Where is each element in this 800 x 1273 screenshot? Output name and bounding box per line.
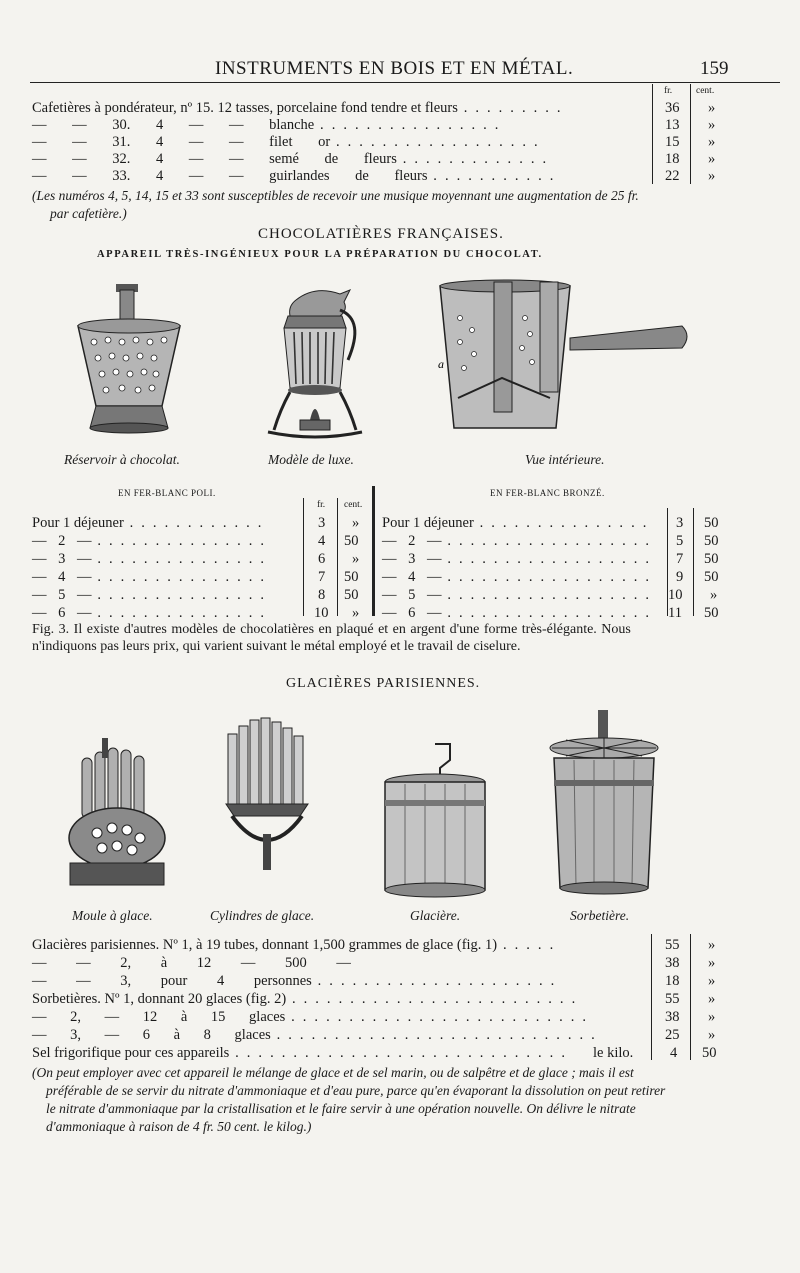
ice-mold-illustration	[62, 738, 172, 898]
price-fr: 13	[665, 117, 680, 133]
row-label: — — 32. 4 — — semé de fleurs	[32, 151, 397, 167]
price-fr: 3	[318, 515, 326, 531]
table-row: — 2 — . . . . . . . . . . . . . . .	[32, 533, 267, 549]
left-col-fr: fr.	[317, 500, 326, 510]
price-fr: 15	[665, 134, 680, 150]
row-label: — 6 —	[32, 605, 92, 621]
price-cent: »	[708, 1009, 716, 1025]
table-row: Sorbetières. Nº 1, donnant 20 glaces (fig. 2) . . . . . . . . . . . . . . . . . . . . . . . . .	[32, 991, 578, 1007]
ice-cylinders-illustration	[222, 714, 312, 884]
caption-ice-cylinders: Cylindres de glace.	[210, 908, 315, 923]
table-row: — 2, — 12 à 15 glaces . . . . . . . . . . . . . . . . . . . . . . . . . .	[32, 1009, 589, 1025]
right-table-title: EN FER-BLANC BRONZÉ.	[490, 488, 605, 498]
glaciere-price-rule	[651, 934, 652, 1060]
price-fr: 18	[665, 151, 680, 167]
table-row: — — 31. 4 — — filet or . . . . . . . . . . . . . . . . . .	[32, 134, 540, 150]
table-row: — — 32. 4 — — semé de fleurs . . . . . . . . . . . . .	[32, 151, 549, 167]
price-fr: 25	[665, 1027, 680, 1043]
price-cent: 50	[704, 605, 719, 621]
glaciere-cent-rule	[690, 934, 691, 1060]
page-number: 159	[700, 58, 729, 79]
row-label: — 5 —	[382, 587, 442, 603]
price-cent: »	[708, 168, 716, 184]
price-cent: »	[352, 515, 360, 531]
table-row: — 4 — . . . . . . . . . . . . . . . . . .	[382, 569, 652, 585]
price-cent: »	[352, 605, 360, 621]
left-cent-rule	[337, 498, 338, 616]
price-fr: 7	[318, 569, 326, 585]
price-fr: 38	[665, 955, 680, 971]
price-cent: 50	[344, 533, 359, 549]
price-cent: 50	[344, 569, 359, 585]
price-cent: »	[708, 937, 716, 953]
price-fr: 3	[676, 515, 684, 531]
cent-column-rule	[690, 84, 691, 184]
glacieres-note-line-2: préférable de se servir du nitrate d'ammoniaque et d'eau pure, parce qu'en évaporant la dissolution on peut retirer	[46, 1083, 666, 1098]
col-cent-header: cent.	[696, 86, 715, 96]
price-fr: 55	[665, 991, 680, 1007]
caption-interior: Vue intérieure.	[525, 452, 605, 467]
section-heading-chocolatieres: CHOCOLATIÈRES FRANÇAISES.	[258, 226, 504, 242]
price-cent: »	[708, 955, 716, 971]
section-subheading: APPAREIL TRÈS-INGÉNIEUX POUR LA PRÉPARATION DU CHOCOLAT.	[97, 249, 543, 260]
price-fr: 10	[314, 605, 329, 621]
table-row: — — 30. 4 — — blanche . . . . . . . . . . . . . . . .	[32, 117, 501, 133]
table-row: — 6 — . . . . . . . . . . . . . . .	[32, 605, 267, 621]
row-label: — 4 —	[382, 569, 442, 585]
chocolate-reservoir-illustration	[70, 278, 190, 438]
luxury-model-illustration	[260, 280, 370, 445]
unit-label: le kilo.	[593, 1045, 634, 1061]
table-row: — 5 — . . . . . . . . . . . . . . . . . .	[382, 587, 652, 603]
table-row: — 3 — . . . . . . . . . . . . . . .	[32, 551, 267, 567]
price-cent: »	[708, 134, 716, 150]
price-cent: 50	[704, 569, 719, 585]
price-fr: 10	[668, 587, 683, 603]
caption-sorbet-maker: Sorbetière.	[570, 908, 630, 923]
fig-note-line-2: n'indiquons pas leurs prix, qui varient suivant le métal employé et le travail de ciselure.	[32, 639, 521, 654]
price-cent: »	[352, 551, 360, 567]
price-fr: 6	[318, 551, 326, 567]
row-label: — 2 —	[382, 533, 442, 549]
cafetieres-note-line-2: par cafetière.)	[50, 206, 127, 221]
price-cent: 50	[704, 515, 719, 531]
price-fr: 55	[665, 937, 680, 953]
row-label: Cafetières à pondérateur, nº 15. 12 tasses, porcelaine fond tendre et fleurs	[32, 100, 458, 116]
price-fr: 11	[668, 605, 682, 621]
price-cent: »	[708, 100, 716, 116]
row-label: — 6 —	[382, 605, 442, 621]
row-label: — 5 —	[32, 587, 92, 603]
row-label: — 4 —	[32, 569, 92, 585]
table-row: Cafetières à pondérateur, nº 15. 12 tasses, porcelaine fond tendre et fleurs . . . . . . . . .	[32, 100, 563, 116]
caption-ice-box: Glacière.	[410, 908, 461, 923]
header-rule	[30, 82, 780, 83]
glacieres-note-line-4: d'ammoniaque à raison de 4 fr. 50 cent. le kilog.)	[46, 1119, 312, 1134]
caption-reservoir: Réservoir à chocolat.	[64, 452, 180, 467]
row-label: — — 30. 4 — — blanche	[32, 117, 315, 133]
left-col-cent: cent.	[344, 500, 363, 510]
glacieres-note-line-3: le nitrate d'ammoniaque par la cristallisation et le faire servir à une opération nouvelle. On délivre le nitrate	[46, 1101, 636, 1116]
table-row: Pour 1 déjeuner . . . . . . . . . . . .	[32, 515, 264, 531]
table-row: — 6 — . . . . . . . . . . . . . . . . . .	[382, 605, 652, 621]
table-row: — 2 — . . . . . . . . . . . . . . . . . .	[382, 533, 652, 549]
price-column-rule	[652, 84, 653, 184]
fig-note-line-1: Fig. 3. Il existe d'autres modèles de chocolatières en plaqué et en argent d'une forme très-élégante. Nous	[32, 622, 631, 637]
price-fr: 5	[676, 533, 684, 549]
price-cent: »	[710, 587, 718, 603]
table-row: — 4 — . . . . . . . . . . . . . . .	[32, 569, 267, 585]
row-label: — 3 —	[382, 551, 442, 567]
price-cent: 50	[704, 533, 719, 549]
price-fr: 18	[665, 973, 680, 989]
table-row: — 3 — . . . . . . . . . . . . . . . . . .	[382, 551, 652, 567]
row-label: — 3, — 6 à 8 glaces	[32, 1027, 271, 1043]
row-label: Pour 1 déjeuner	[32, 515, 124, 531]
price-cent: 50	[704, 551, 719, 567]
price-fr: 9	[676, 569, 684, 585]
svg-text:a: a	[438, 357, 444, 371]
table-row: Sel frigorifique pour ces appareils . . . . . . . . . . . . . . . . . . . . . . . . . . . . .	[32, 1045, 568, 1061]
row-label: — — 31. 4 — — filet or	[32, 134, 331, 150]
price-fr: 8	[318, 587, 326, 603]
price-cent: »	[708, 973, 716, 989]
price-cent: »	[708, 991, 716, 1007]
price-cent: 50	[344, 587, 359, 603]
page-header	[0, 58, 800, 82]
row-label: — 3 —	[32, 551, 92, 567]
price-cent: »	[708, 117, 716, 133]
interior-view-illustration	[430, 278, 700, 448]
price-fr: 4	[670, 1045, 678, 1061]
sorbet-maker-illustration	[540, 710, 670, 900]
price-fr: 4	[318, 533, 326, 549]
col-fr-header: fr.	[664, 86, 673, 96]
row-label: — — 2, à 12 — 500 —	[32, 955, 351, 971]
ice-box-illustration	[380, 740, 490, 900]
table-row: — — 3, pour 4 personnes . . . . . . . . . . . . . . . . . . . . .	[32, 973, 557, 989]
glacieres-note-line-1: (On peut employer avec cet appareil le mélange de glace et de sel marin, ou de salpêtre et de glace ; mais il est	[32, 1065, 634, 1080]
row-label: Glacières parisiennes. Nº 1, à 19 tubes, donnant 1,500 grammes de glace (fig. 1)	[32, 937, 498, 953]
row-label: Pour 1 déjeuner	[382, 515, 474, 531]
row-label: — 2, — 12 à 15 glaces	[32, 1009, 286, 1025]
caption-luxury: Modèle de luxe.	[268, 452, 354, 467]
price-fr: 38	[665, 1009, 680, 1025]
row-label: — — 33. 4 — — guirlandes de fleurs	[32, 168, 428, 184]
table-row	[32, 955, 351, 972]
price-fr: 22	[665, 168, 680, 184]
price-fr: 7	[676, 551, 684, 567]
table-row: — 5 — . . . . . . . . . . . . . . .	[32, 587, 267, 603]
table-row: Pour 1 déjeuner . . . . . . . . . . . . . . .	[382, 515, 649, 531]
price-cent: »	[708, 151, 716, 167]
row-label: — 2 —	[32, 533, 92, 549]
tables-divider	[372, 486, 375, 616]
price-cent: 50	[702, 1045, 717, 1061]
running-title: INSTRUMENTS EN BOIS ET EN MÉTAL.	[215, 58, 574, 79]
cafetieres-note-line-1: (Les numéros 4, 5, 14, 15 et 33 sont susceptibles de recevoir une musique moyennant une augmentation de 25 fr.	[32, 188, 639, 203]
section-heading-glacieres: GLACIÈRES PARISIENNES.	[286, 676, 481, 691]
row-label: — — 3, pour 4 personnes	[32, 973, 312, 989]
table-row: — — 33. 4 — — guirlandes de fleurs . . . . . . . . . . .	[32, 168, 556, 184]
left-price-rule	[303, 498, 304, 616]
price-fr: 36	[665, 100, 680, 116]
row-label: Sel frigorifique pour ces appareils	[32, 1045, 230, 1061]
right-cent-rule	[693, 508, 694, 616]
price-cent: »	[708, 1027, 716, 1043]
left-table-title: EN FER-BLANC POLI.	[118, 488, 216, 498]
row-label: Sorbetières. Nº 1, donnant 20 glaces (fig. 2)	[32, 991, 287, 1007]
table-row: Glacières parisiennes. Nº 1, à 19 tubes, donnant 1,500 grammes de glace (fig. 1) . . . . .	[32, 937, 556, 953]
caption-ice-mold: Moule à glace.	[72, 908, 153, 923]
table-row: — 3, — 6 à 8 glaces . . . . . . . . . . . . . . . . . . . . . . . . . . . .	[32, 1027, 597, 1043]
